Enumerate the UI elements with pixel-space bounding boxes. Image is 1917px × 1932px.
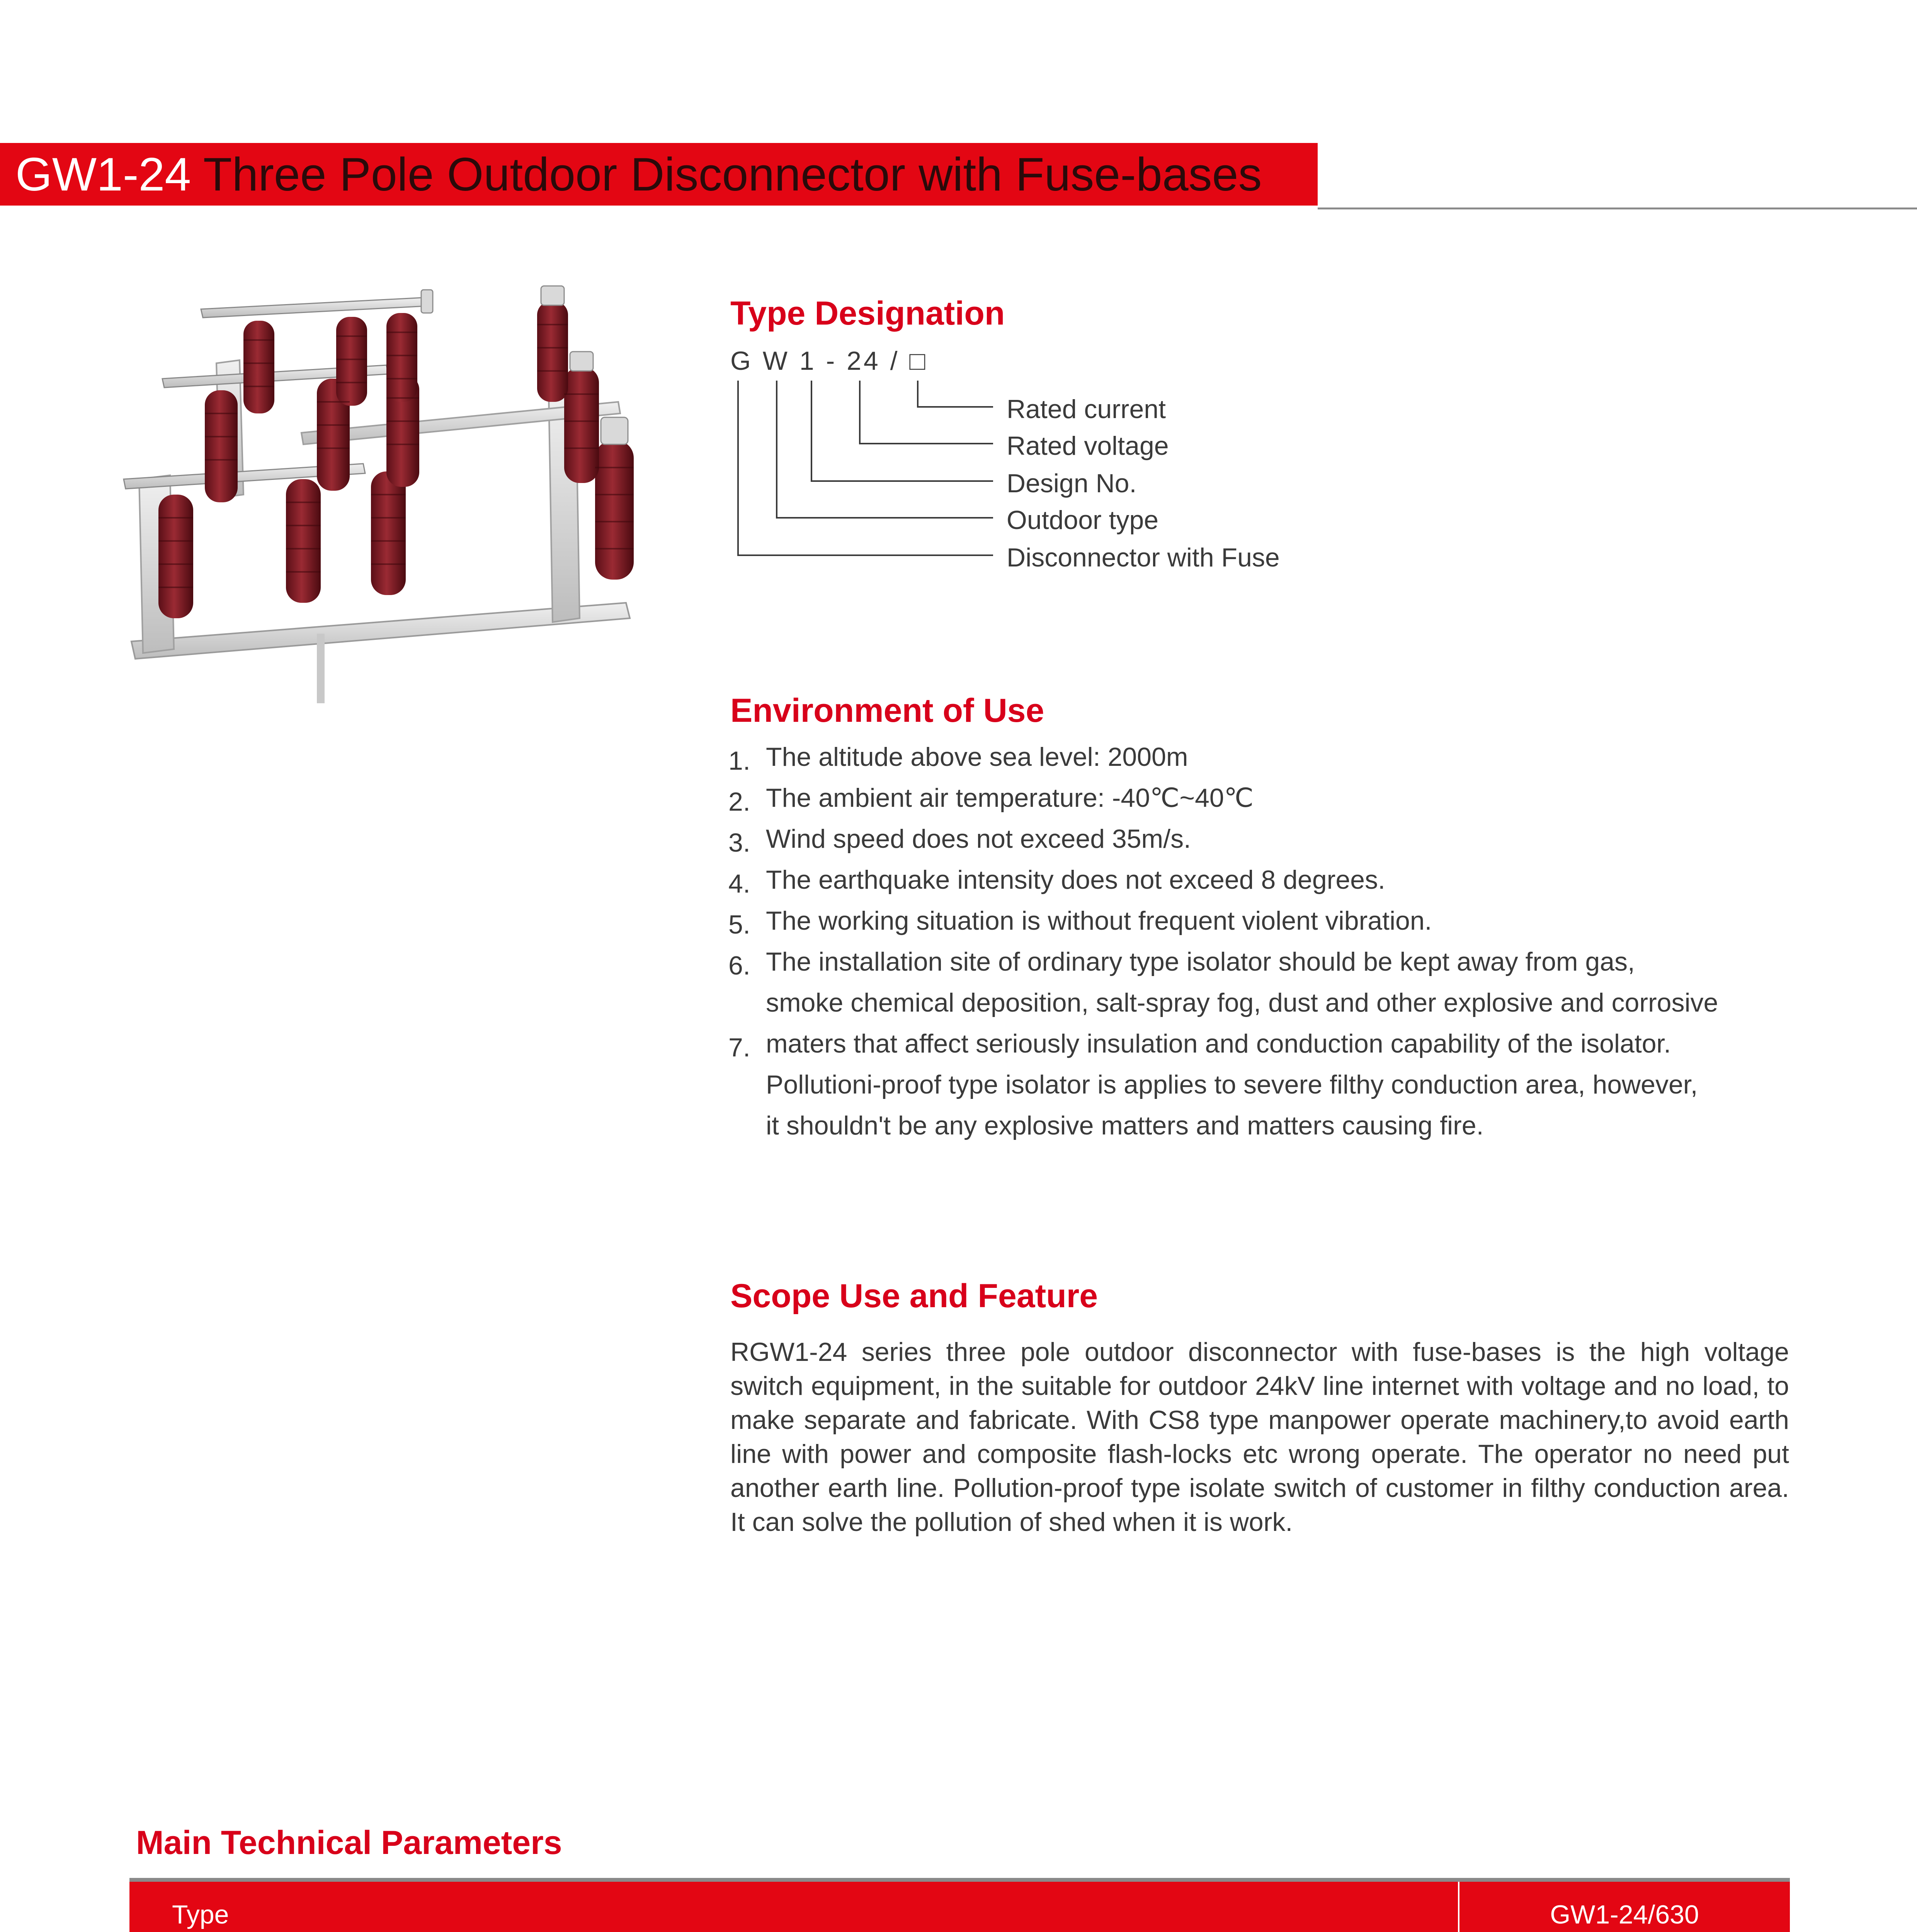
environment-line: Pollutioni-proof type isolator is applies to severe filthy conduction area, however, xyxy=(766,1070,1698,1099)
environment-number: 5. xyxy=(728,910,750,939)
header-model: GW1-24/630 xyxy=(1459,1880,1790,1932)
table-header-row xyxy=(129,1880,1790,1932)
environment-number: 3. xyxy=(728,828,750,857)
environment-line: The installation site of ordinary type isolator should be kept away from gas, xyxy=(766,947,1635,976)
title-model: GW1-24 xyxy=(15,148,191,201)
environment-line: Wind speed does not exceed 35m/s. xyxy=(766,824,1191,854)
page-title xyxy=(15,143,1262,206)
environment-heading: Environment of Use xyxy=(730,692,1044,729)
scope-paragraph: RGW1-24 series three pole outdoor disconnector with fuse-bases is the high voltage switch equipment, in the suitable for outdoor 24kV line internet with voltage and no load, to make separate and fabricate. With CS8 type manpower operate machinery,to avoid earth line with power and composite flash-locks etc wrong operate. The operator no need put another earth line. Pollution-proof type isolate switch of customer in filthy conduction area. It can solve the pollution of shed when it is work. xyxy=(730,1337,1789,1537)
environment-number: 7. xyxy=(728,1033,750,1062)
disconnector-product-image xyxy=(116,278,657,703)
designation-label-outdoor-type: Outdoor type xyxy=(1007,505,1159,535)
environment-number: 6. xyxy=(728,951,750,980)
environment-line: maters that affect seriously insulation and conduction capability of the isolator. xyxy=(766,1029,1671,1058)
environment-number: 2. xyxy=(728,787,750,816)
environment-number: 1. xyxy=(728,746,750,776)
scope-heading: Scope Use and Feature xyxy=(730,1277,1098,1315)
type-designation-leader-lines xyxy=(730,381,1009,566)
designation-label-disconnector: Disconnector with Fuse xyxy=(1007,543,1280,572)
parameters-table xyxy=(129,1878,1790,1932)
header-type: Type xyxy=(129,1880,1459,1932)
title-rule xyxy=(1318,207,1917,209)
title-rest: Three Pole Outdoor Disconnector with Fuse-bases xyxy=(191,148,1262,201)
type-designation-heading: Type Designation xyxy=(730,295,1005,332)
designation-label-design-no: Design No. xyxy=(1007,469,1137,498)
environment-line: The working situation is without frequent violent vibration. xyxy=(766,906,1432,935)
environment-line: The earthquake intensity does not exceed 8 degrees. xyxy=(766,865,1385,895)
environment-line: it shouldn't be any explosive matters and matters causing fire. xyxy=(766,1111,1484,1140)
type-code: G W 1 - 24 / □ xyxy=(730,346,928,376)
designation-label-rated-current: Rated current xyxy=(1007,395,1166,424)
environment-line: The ambient air temperature: -40℃~40℃ xyxy=(766,783,1254,813)
environment-line: smoke chemical deposition, salt-spray fog, dust and other explosive and corrosive xyxy=(766,988,1718,1017)
environment-number: 4. xyxy=(728,869,750,898)
designation-label-rated-voltage: Rated voltage xyxy=(1007,431,1169,461)
parameters-heading: Main Technical Parameters xyxy=(136,1824,562,1861)
environment-line: The altitude above sea level: 2000m xyxy=(766,742,1188,772)
